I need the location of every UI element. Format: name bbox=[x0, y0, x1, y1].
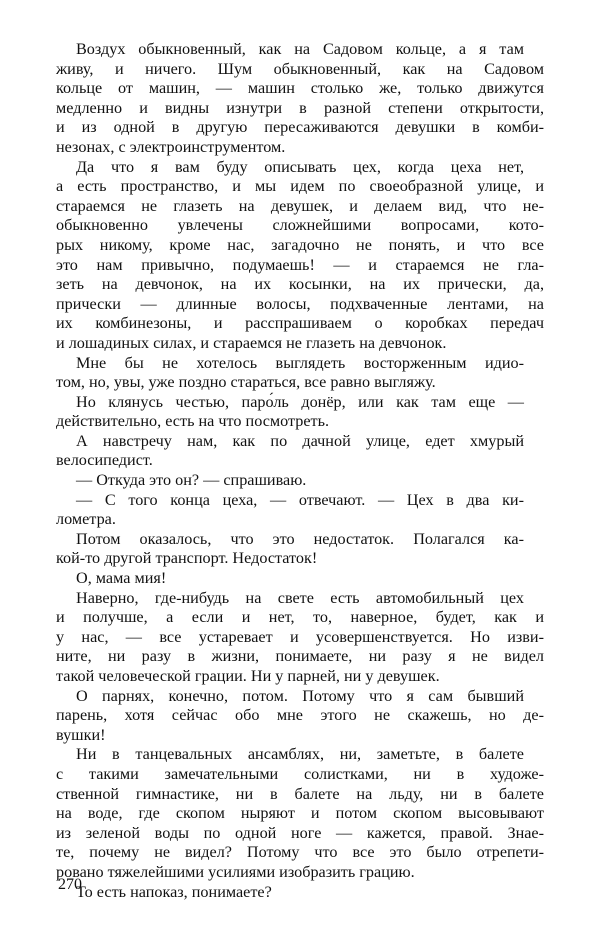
text-line: незонах, с электроинструментом. bbox=[56, 137, 286, 156]
text-line: и получше, а если и нет, то, наверное, будет, как и bbox=[56, 608, 544, 627]
text-line: на воде, где скопом ныряют и потом скопом высовывают bbox=[56, 804, 544, 823]
text-line: Ни в танцевальных ансамблях, ни, заметьте, в балете bbox=[76, 745, 524, 764]
text-line: медленно и видны изнутри в разной степени открытости, bbox=[56, 98, 544, 117]
paragraph bbox=[56, 393, 544, 432]
text-line: парень, хотя сейчас обо мне этого не скажешь, но де- bbox=[56, 706, 544, 725]
text-line: такой человеческой грации. Ни у парней, ни у девушек. bbox=[56, 667, 440, 685]
text-line: Мне бы не хотелось выглядеть восторженным идио- bbox=[76, 353, 524, 372]
text-line: — С того конца цеха, — отвечают. — Цех в два ки- bbox=[76, 490, 524, 509]
text-line: Воздух обыкновенный, как на Садовом кольце, а я там bbox=[76, 40, 524, 58]
text-line: у нас, — все устаревает и усовершенствуется. Но изви- bbox=[56, 627, 544, 646]
paragraph bbox=[56, 40, 544, 158]
text-line: велосипедист. bbox=[56, 451, 153, 470]
text-line: Да что я вам буду описывать цех, когда цеха нет, bbox=[76, 157, 524, 176]
paragraph bbox=[56, 687, 544, 746]
text-line: обыкновенно увлечены сложнейшими вопросами, кото- bbox=[56, 216, 544, 235]
paragraph bbox=[56, 530, 544, 569]
text-line: и лошадиных силах, и стараемся не глазеть на девчонок. bbox=[56, 333, 447, 352]
text-line: ровано тяжелейшими усилиями изобразить грацию. bbox=[56, 862, 415, 881]
text-line: О парнях, конечно, потом. Потому что я сам бывший bbox=[76, 686, 524, 705]
text-line: прически — длинные волосы, подхваченные лентами, на bbox=[56, 294, 544, 313]
paragraph bbox=[56, 569, 544, 589]
paragraph bbox=[56, 158, 544, 354]
text-line: действительно, есть на что посмотреть. bbox=[56, 412, 330, 431]
text-line: лометра. bbox=[56, 510, 116, 529]
text-line: А навстречу нам, как по дачной улице, едет хмурый bbox=[76, 431, 524, 450]
paragraph bbox=[56, 745, 544, 882]
text-line: ните, ни разу в жизни, понимаете, ни разу я не видел bbox=[56, 647, 544, 666]
paragraph bbox=[56, 471, 544, 491]
text-line: Наверно, где-нибудь на свете есть автомобильный цех bbox=[76, 588, 524, 607]
text-line: О, мама мия! bbox=[76, 569, 167, 588]
text-line: То есть напоказ, понимаете? bbox=[76, 882, 272, 901]
paragraph bbox=[56, 589, 544, 687]
text-line: а есть пространство, и мы идем по своеобразной улице, и bbox=[56, 177, 544, 196]
text-line: ственной гимнастике, ни в балете на льду, ни в балете bbox=[56, 784, 544, 803]
text-line: с такими замечательными солистками, ни в художе- bbox=[56, 764, 544, 783]
paragraph bbox=[56, 354, 544, 393]
text-line: стараемся не глазеть на девушек, и делаем вид, что не- bbox=[56, 196, 544, 215]
text-line: рых никому, кроме нас, загадочно не понять, и что все bbox=[56, 235, 544, 254]
text-line: зеть на девчонок, на их косынки, на их прически, да, bbox=[56, 275, 544, 294]
text-line: и из одной в другую пересаживаются девушки в комби- bbox=[56, 118, 544, 137]
text-line: это нам привычно, подумаешь! — и стараемся не гла- bbox=[56, 255, 544, 274]
text-line: их комбинезоны, и расспрашиваем о коробках передач bbox=[56, 314, 544, 333]
text-line: кой-то другой транспорт. Недостаток! bbox=[56, 549, 318, 568]
paragraph bbox=[56, 883, 544, 903]
text-line: — Откуда это он? — спрашиваю. bbox=[76, 471, 307, 490]
text-line: том, но, увы, уже поздно стараться, все равно выгляжу. bbox=[56, 373, 436, 392]
text-line: живу, и ничего. Шум обыкновенный, как на Садовом bbox=[56, 59, 544, 78]
text-line: Потом оказалось, что это недостаток. Полагался ка- bbox=[76, 529, 524, 548]
text-line: те, почему не видел? Потому что все это было отрепети- bbox=[56, 843, 544, 862]
paragraph bbox=[56, 432, 544, 471]
text-line: из зеленой воды по одной ноге — кажется, правой. Знае- bbox=[56, 823, 544, 842]
text-line: вушки! bbox=[56, 725, 106, 744]
text-line: кольце от машин, — машин столько же, только движутся bbox=[56, 79, 544, 98]
page-number: 270 bbox=[58, 876, 82, 893]
text-body bbox=[56, 40, 544, 902]
text-line: Но клянусь честью, паро́ль донёр, или как там еще — bbox=[76, 392, 524, 411]
paragraph bbox=[56, 491, 544, 530]
